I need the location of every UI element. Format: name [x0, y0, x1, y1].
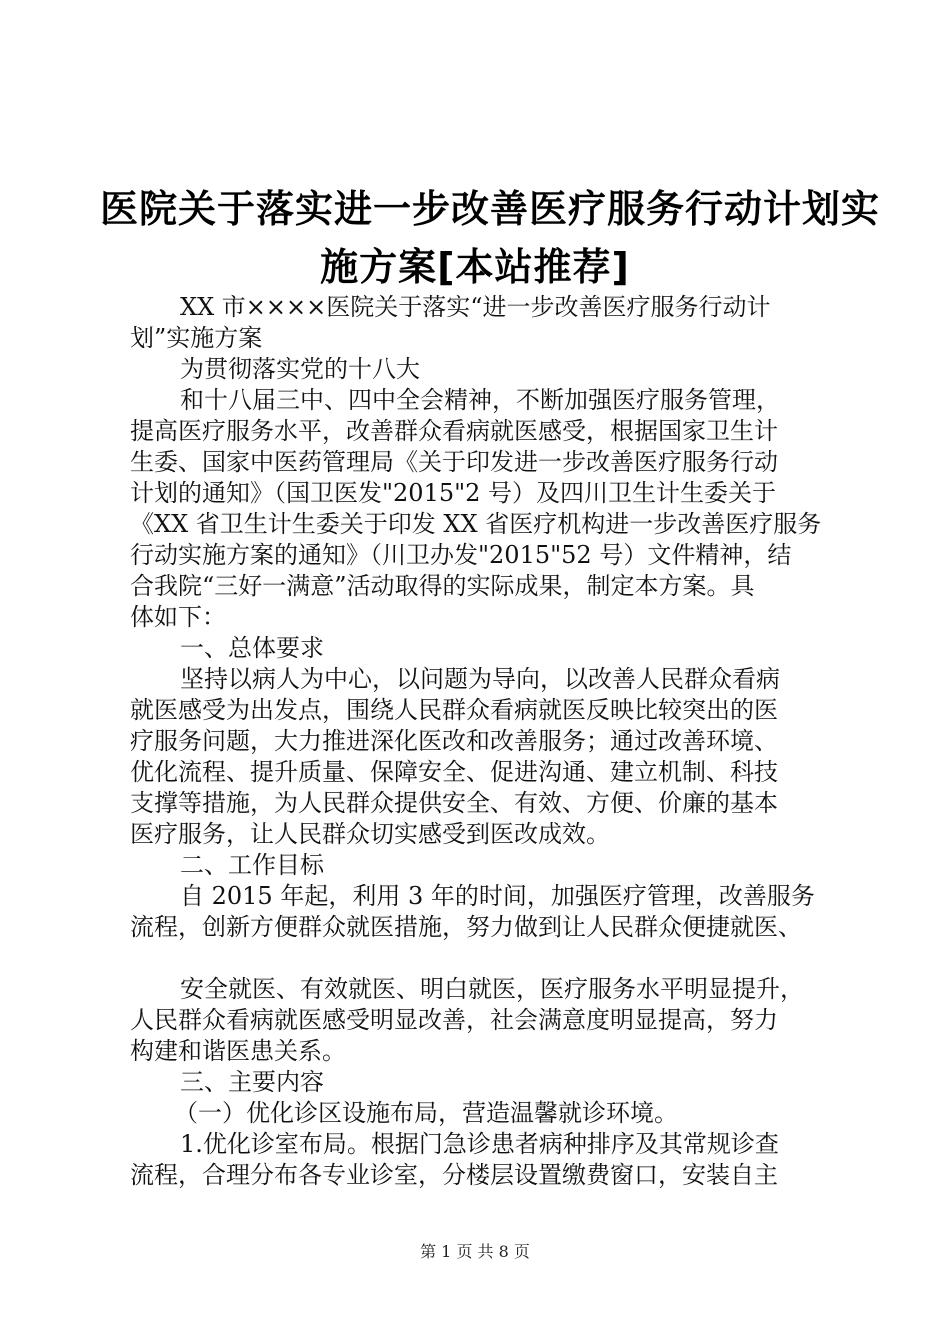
body-line: 《XX 省卫生计生委关于印发 XX 省医疗机构进一步改善医疗服务: [130, 510, 822, 538]
body-line: 生委、国家中医药管理局《关于印发进一步改善医疗服务行动: [130, 448, 778, 476]
body-line: 构建和谐医患关系。: [130, 1037, 346, 1065]
section-heading: 二、工作目标: [180, 851, 324, 879]
body-line: 计划的通知》（国卫医发"2015"2 号）及四川卫生计生委关于: [130, 479, 777, 507]
section-heading: 一、总体要求: [180, 634, 324, 662]
body-line: 行动实施方案的通知》（川卫办发"2015"52 号）文件精神，结: [130, 541, 792, 569]
body-line: 流程，创新方便群众就医措施，努力做到让人民群众便捷就医、: [130, 913, 802, 941]
body-line: 为贯彻落实党的十八大: [180, 355, 420, 383]
body-line: 医疗服务，让人民群众切实感受到医改成效。: [130, 820, 610, 848]
body-line: 1.优化诊室布局。根据门急诊患者病种排序及其常规诊查: [180, 1130, 779, 1158]
document-title-line-2: 施方案[本站推荐]: [320, 245, 630, 289]
body-line: 流程，合理分布各专业诊室，分楼层设置缴费窗口，安装自主: [130, 1161, 778, 1189]
document-title-line-1: 医院关于落实进一步改善医疗服务行动计划实: [100, 187, 881, 231]
paragraph-gap: [130, 943, 830, 974]
body-line: 体如下：: [130, 603, 226, 631]
body-line: 疗服务问题，大力推进深化医改和改善服务；通过改善环境、: [130, 727, 778, 755]
body-line: 坚持以病人为中心，以问题为导向，以改善人民群众看病: [180, 665, 780, 693]
subsection-heading: （一）优化诊区设施布局，营造温馨就诊环境。: [174, 1099, 678, 1127]
body-line: 人民群众看病就医感受明显改善，社会满意度明显提高，努力: [130, 1006, 778, 1034]
body-line: 优化流程、提升质量、保障安全、促进沟通、建立机制、科技: [130, 758, 778, 786]
body-line: 安全就医、有效就医、明白就医，医疗服务水平明显提升，: [180, 975, 804, 1003]
document-body: [130, 292, 830, 1191]
body-line: XX 市××××医院关于落实“进一步改善医疗服务行动计: [180, 293, 771, 321]
body-line: 和十八届三中、四中全会精神，不断加强医疗服务管理，: [180, 386, 780, 414]
page-footer: 第 1 页 共 8 页: [420, 1242, 530, 1261]
body-line: 自 2015 年起，利用 3 年的时间，加强医疗管理，改善服务: [180, 882, 815, 910]
body-line: 合我院“三好一满意”活动取得的实际成果，制定本方案。具: [130, 572, 755, 600]
section-heading: 三、主要内容: [180, 1068, 324, 1096]
body-line: 划”实施方案: [130, 324, 263, 352]
body-line: 提高医疗服务水平，改善群众看病就医感受，根据国家卫生计: [130, 417, 778, 445]
body-line: 就医感受为出发点，围绕人民群众看病就医反映比较突出的医: [130, 696, 778, 724]
body-line: 支撑等措施，为人民群众提供安全、有效、方便、价廉的基本: [130, 789, 778, 817]
